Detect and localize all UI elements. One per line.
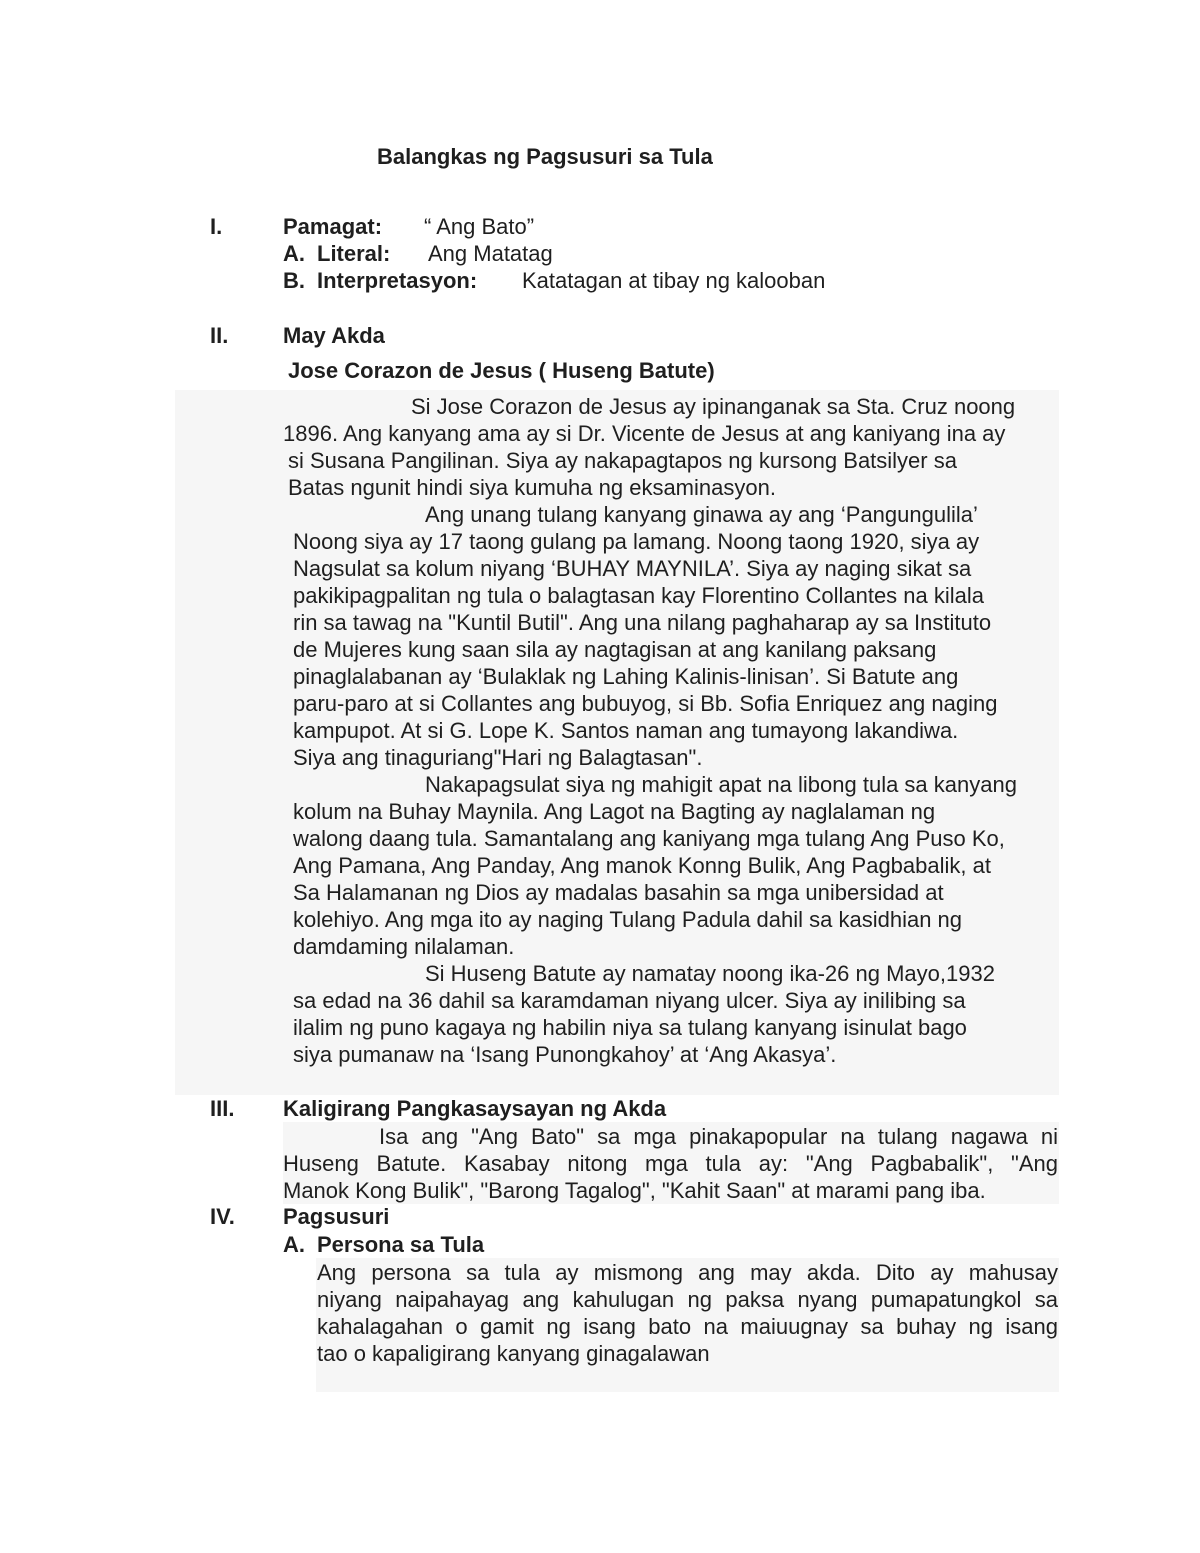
section-4a-letter: A. <box>283 1232 305 1257</box>
section-4-label: Pagsusuri <box>283 1204 390 1229</box>
text-line: kahalagahan o gamit ng isang bato na maiuugnay sa buhay ng isang <box>317 1314 1058 1339</box>
section-4a-label: Persona sa Tula <box>317 1232 485 1257</box>
text-line: Noong siya ay 17 taong gulang pa lamang. Noong taong 1920, siya ay <box>293 529 980 554</box>
text-line: ilalim ng puno kagaya ng habilin niya sa tulang kanyang isinulat bago <box>293 1015 967 1040</box>
page-title: Balangkas ng Pagsusuri sa Tula <box>377 144 713 169</box>
history-paragraph <box>283 1123 1058 1204</box>
section-1-label: Pamagat: <box>283 214 383 239</box>
text-line: pinaglalabanan ay ‘Bulaklak ng Lahing Kalinis-linisan’. Si Batute ang <box>293 664 959 689</box>
text-line: Nakapagsulat siya ng mahigit apat na libong tula sa kanyang <box>425 772 1017 797</box>
biography-paragraph-3 <box>293 771 1058 960</box>
text-line: Siya ang tinaguriang"Hari ng Balagtasan". <box>293 745 703 770</box>
text-line: Ang unang tulang kanyang ginawa ay ang ‘Pangungulila’ <box>425 502 978 527</box>
biography-paragraph-2 <box>293 501 1058 771</box>
text-line: paru-paro at si Collantes ang bubuyog, si Bb. Sofia Enriquez ang naging <box>293 691 998 716</box>
section-3-label: Kaligirang Pangkasaysayan ng Akda <box>283 1096 667 1121</box>
text-line: Batas ngunit hindi siya kumuha ng eksaminasyon. <box>288 475 776 500</box>
section-2-label: May Akda <box>283 323 385 348</box>
text-line: damdaming nilalaman. <box>293 934 515 959</box>
text-line: sa edad na 36 dahil sa karamdaman niyang ulcer. Siya ay inilibing sa <box>293 988 966 1013</box>
text-line: Si Jose Corazon de Jesus ay ipinanganak sa Sta. Cruz noong <box>411 394 1016 419</box>
text-line: niyang naipahayag ang kahulugan ng paksa nyang pumapatungkol sa <box>317 1287 1058 1312</box>
text-line: Si Huseng Batute ay namatay noong ika-26 ng Mayo,1932 <box>425 961 995 986</box>
section-1b-letter: B. <box>283 268 305 293</box>
section-1a-value: Ang Matatag <box>428 241 553 266</box>
section-3-number: III. <box>210 1096 235 1121</box>
section-1-number: I. <box>210 214 223 239</box>
text-line: kolehiyo. Ang mga ito ay naging Tulang Padula dahil sa kasidhian ng <box>293 907 963 932</box>
section-1a-label: Literal: <box>317 241 391 266</box>
text-line: Huseng Batute. Kasabay nitong mga tula ay: "Ang Pagbabalik", "Ang <box>283 1151 1058 1176</box>
text-line: Ang persona sa tula ay mismong ang may akda. Dito ay mahusay <box>317 1260 1058 1285</box>
biography-paragraph-1 <box>283 393 1058 501</box>
text-line: Isa ang "Ang Bato" sa mga pinakapopular na tulang nagawa ni <box>379 1124 1058 1149</box>
text-line: pakikipagpalitan ng tula o balagtasan kay Florentino Collantes na kilala <box>293 583 985 608</box>
text-line: Ang Pamana, Ang Panday, Ang manok Konng Bulik, Ang Pagbabalik, at <box>293 853 991 878</box>
text-line: siya pumanaw na ‘Isang Punongkahoy’ at ‘Ang Akasya’. <box>293 1042 837 1067</box>
text-line: rin sa tawag na "Kuntil Butil". Ang una nilang paghaharap ay sa Instituto <box>293 610 992 635</box>
section-1b-value: Katatagan at tibay ng kalooban <box>522 268 826 293</box>
section-1a-letter: A. <box>283 241 305 266</box>
section-2-number: II. <box>210 323 229 348</box>
section-4-number: IV. <box>210 1204 235 1229</box>
biography-paragraph-4 <box>293 960 1058 1068</box>
text-line: kampupot. At si G. Lope K. Santos naman ang tumayong lakandiwa. <box>293 718 959 743</box>
text-line: si Susana Pangilinan. Siya ay nakapagtapos ng kursong Batsilyer sa <box>288 448 957 473</box>
text-line: Manok Kong Bulik", "Barong Tagalog", "Kahit Saan" at marami pang iba. <box>283 1178 986 1203</box>
section-1-value: “ Ang Bato” <box>424 214 535 239</box>
text-line: tao o kapaligirang kanyang ginagalawan <box>317 1341 710 1366</box>
author-name: Jose Corazon de Jesus ( Huseng Batute) <box>288 358 715 383</box>
text-line: kolum na Buhay Maynila. Ang Lagot na Bagting ay naglalaman ng <box>293 799 936 824</box>
section-1b-label: Interpretasyon: <box>317 268 478 293</box>
text-line: de Mujeres kung saan sila ay nagtagisan at ang kanilang paksang <box>293 637 937 662</box>
text-line: 1896. Ang kanyang ama ay si Dr. Vicente de Jesus at ang kaniyang ina ay <box>283 421 1006 446</box>
text-line: walong daang tula. Samantalang ang kaniyang mga tulang Ang Puso Ko, <box>293 826 1005 851</box>
text-line: Nagsulat sa kolum niyang ‘BUHAY MAYNILA’. Siya ay naging sikat sa <box>293 556 972 581</box>
persona-paragraph <box>317 1259 1058 1367</box>
text-line: Sa Halamanan ng Dios ay madalas basahin sa mga unibersidad at <box>293 880 944 905</box>
